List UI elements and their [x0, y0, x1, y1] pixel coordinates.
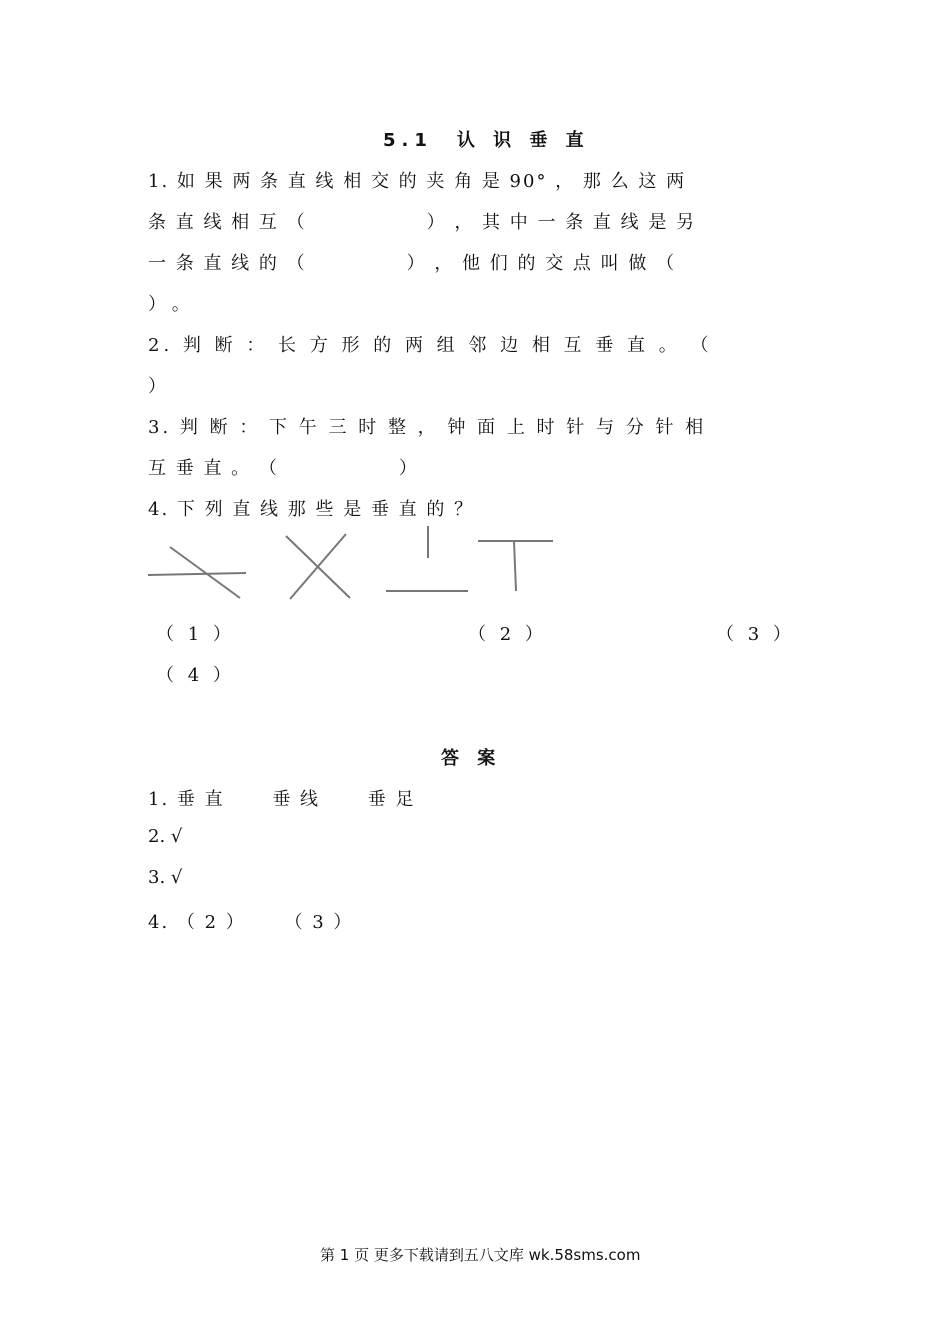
q1-line2: 条 直 线 相 互 （ ） ， 其 中 一 条 直 线 是 另: [148, 212, 697, 233]
figure-label-4: （ 4 ）: [156, 665, 235, 686]
figure-label-3: （ 3 ）: [716, 624, 795, 645]
line-figures: [140, 520, 560, 610]
q3-line1: 3. 判 断 ： 下 午 三 时 整 ， 钟 面 上 时 针 与 分 针 相: [148, 417, 707, 438]
page-title: 5.1 认 识 垂 直: [383, 130, 590, 151]
answer-4: 4. （ 2 ） （ 3 ）: [148, 912, 354, 933]
q1-line3: 一 条 直 线 的 （ ） ， 他 们 的 交 点 叫 做 （: [148, 253, 677, 274]
q3-line2: 互 垂 直 。 （ ）: [148, 458, 419, 479]
answer-3: 3. √: [148, 867, 183, 888]
figure-3-perpendicular-lines: [386, 526, 468, 591]
answer-2: 2. √: [148, 826, 183, 847]
q2-line2: ）: [148, 376, 166, 397]
figure-label-1: （ 1 ）: [156, 624, 235, 645]
q1-line4: ） 。: [148, 294, 190, 315]
figure-1-oblique-lines: [148, 547, 246, 598]
figure-4-t-shape: [478, 541, 553, 591]
figure-label-2: （ 2 ）: [468, 624, 547, 645]
q2-line1: 2. 判 断 ： 长 方 形 的 两 组 邻 边 相 互 垂 直 。 （: [148, 335, 713, 356]
figure-2-crossing-lines: [286, 534, 350, 599]
page-footer: 第 1 页 更多下载请到五八文库 wk.58sms.com: [320, 1246, 641, 1264]
answers-heading: 答 案: [441, 748, 502, 769]
q1-line1: 1. 如 果 两 条 直 线 相 交 的 夹 角 是 90° ， 那 么 这 两: [148, 171, 687, 192]
answer-1: 1. 垂 直 垂 线 垂 足: [148, 789, 416, 810]
q4-line1: 4. 下 列 直 线 那 些 是 垂 直 的 ？: [148, 499, 475, 520]
